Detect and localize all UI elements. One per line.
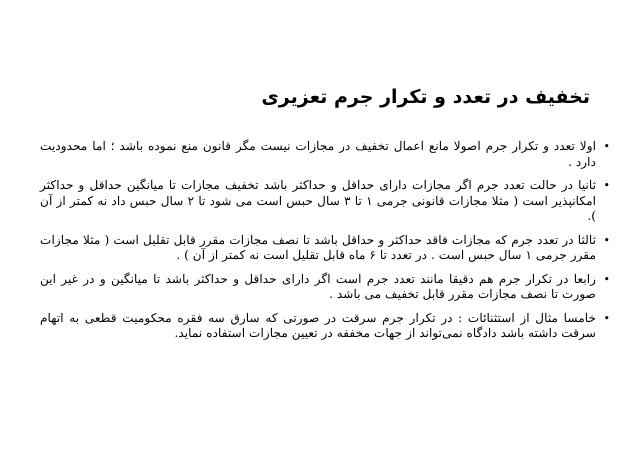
bullet-dot-icon: • bbox=[603, 311, 610, 325]
bullet-list bbox=[40, 139, 610, 350]
bullet-item bbox=[40, 233, 610, 264]
bullet-text: اولا تعدد و تکرار جرم اصولا مانع اعمال تخفیف در مجازات نیست مگر قانون منع نموده باشد ؛ اما محدودیت دارد . bbox=[40, 139, 596, 169]
bullet-dot-icon: • bbox=[603, 233, 610, 247]
bullet-dot-icon: • bbox=[603, 179, 610, 192]
bullet-text: ثانیا در حالت تعدد جرم اگر مجازات دارای حداقل و حداکثر باشد تخفیف مجازات تا میانگین حداقل و حداکثر امکانپذیر است ( مثلا مجازات قانونی جرمی ۱ تا ۳ سال حبس است می شود تا ۲ سال حبس داد نه کمتر از آن ). bbox=[40, 178, 596, 223]
slide-title: تخفیف در تعدد و تکرار جرم تعزیری bbox=[261, 86, 590, 108]
bullet-dot-icon: • bbox=[603, 140, 610, 153]
bullet-item bbox=[40, 178, 610, 225]
bullet-dot-icon: • bbox=[603, 272, 610, 286]
bullet-item bbox=[40, 272, 610, 303]
bullet-text: ثالثا در تعدد جرم که مجازات فاقد حداکثر و حداقل باشد تا نصف مجازات مقرر قابل تقلیل است ( مثلا مجازات مقرر جرمی ۱ سال حبس است . در تعدد تا ۶ ماه قابل تقلیل است نه کمتر از آن ) . bbox=[40, 232, 596, 262]
bullet-text: رابعا در تکرار جرم هم دقیقا مانند تعدد جرم است اگر دارای حداقل و حداکثر باشد تا میانگین و در غیر این صورت تا نصف مجازات مقرر قابل تخفیف می باشد . bbox=[40, 271, 596, 301]
bullet-text: خامسا مثال از استثنائات : در تکرار جرم سرقت در صورتی که سارق سه فقره محکومیت قطعی به اتهام سرقت داشته باشد دادگاه نمی‌تواند از جهات مخففه در تعیین مجازات استفاده نماید. bbox=[40, 310, 596, 340]
bullet-item bbox=[40, 311, 610, 342]
bullet-item bbox=[40, 139, 610, 170]
